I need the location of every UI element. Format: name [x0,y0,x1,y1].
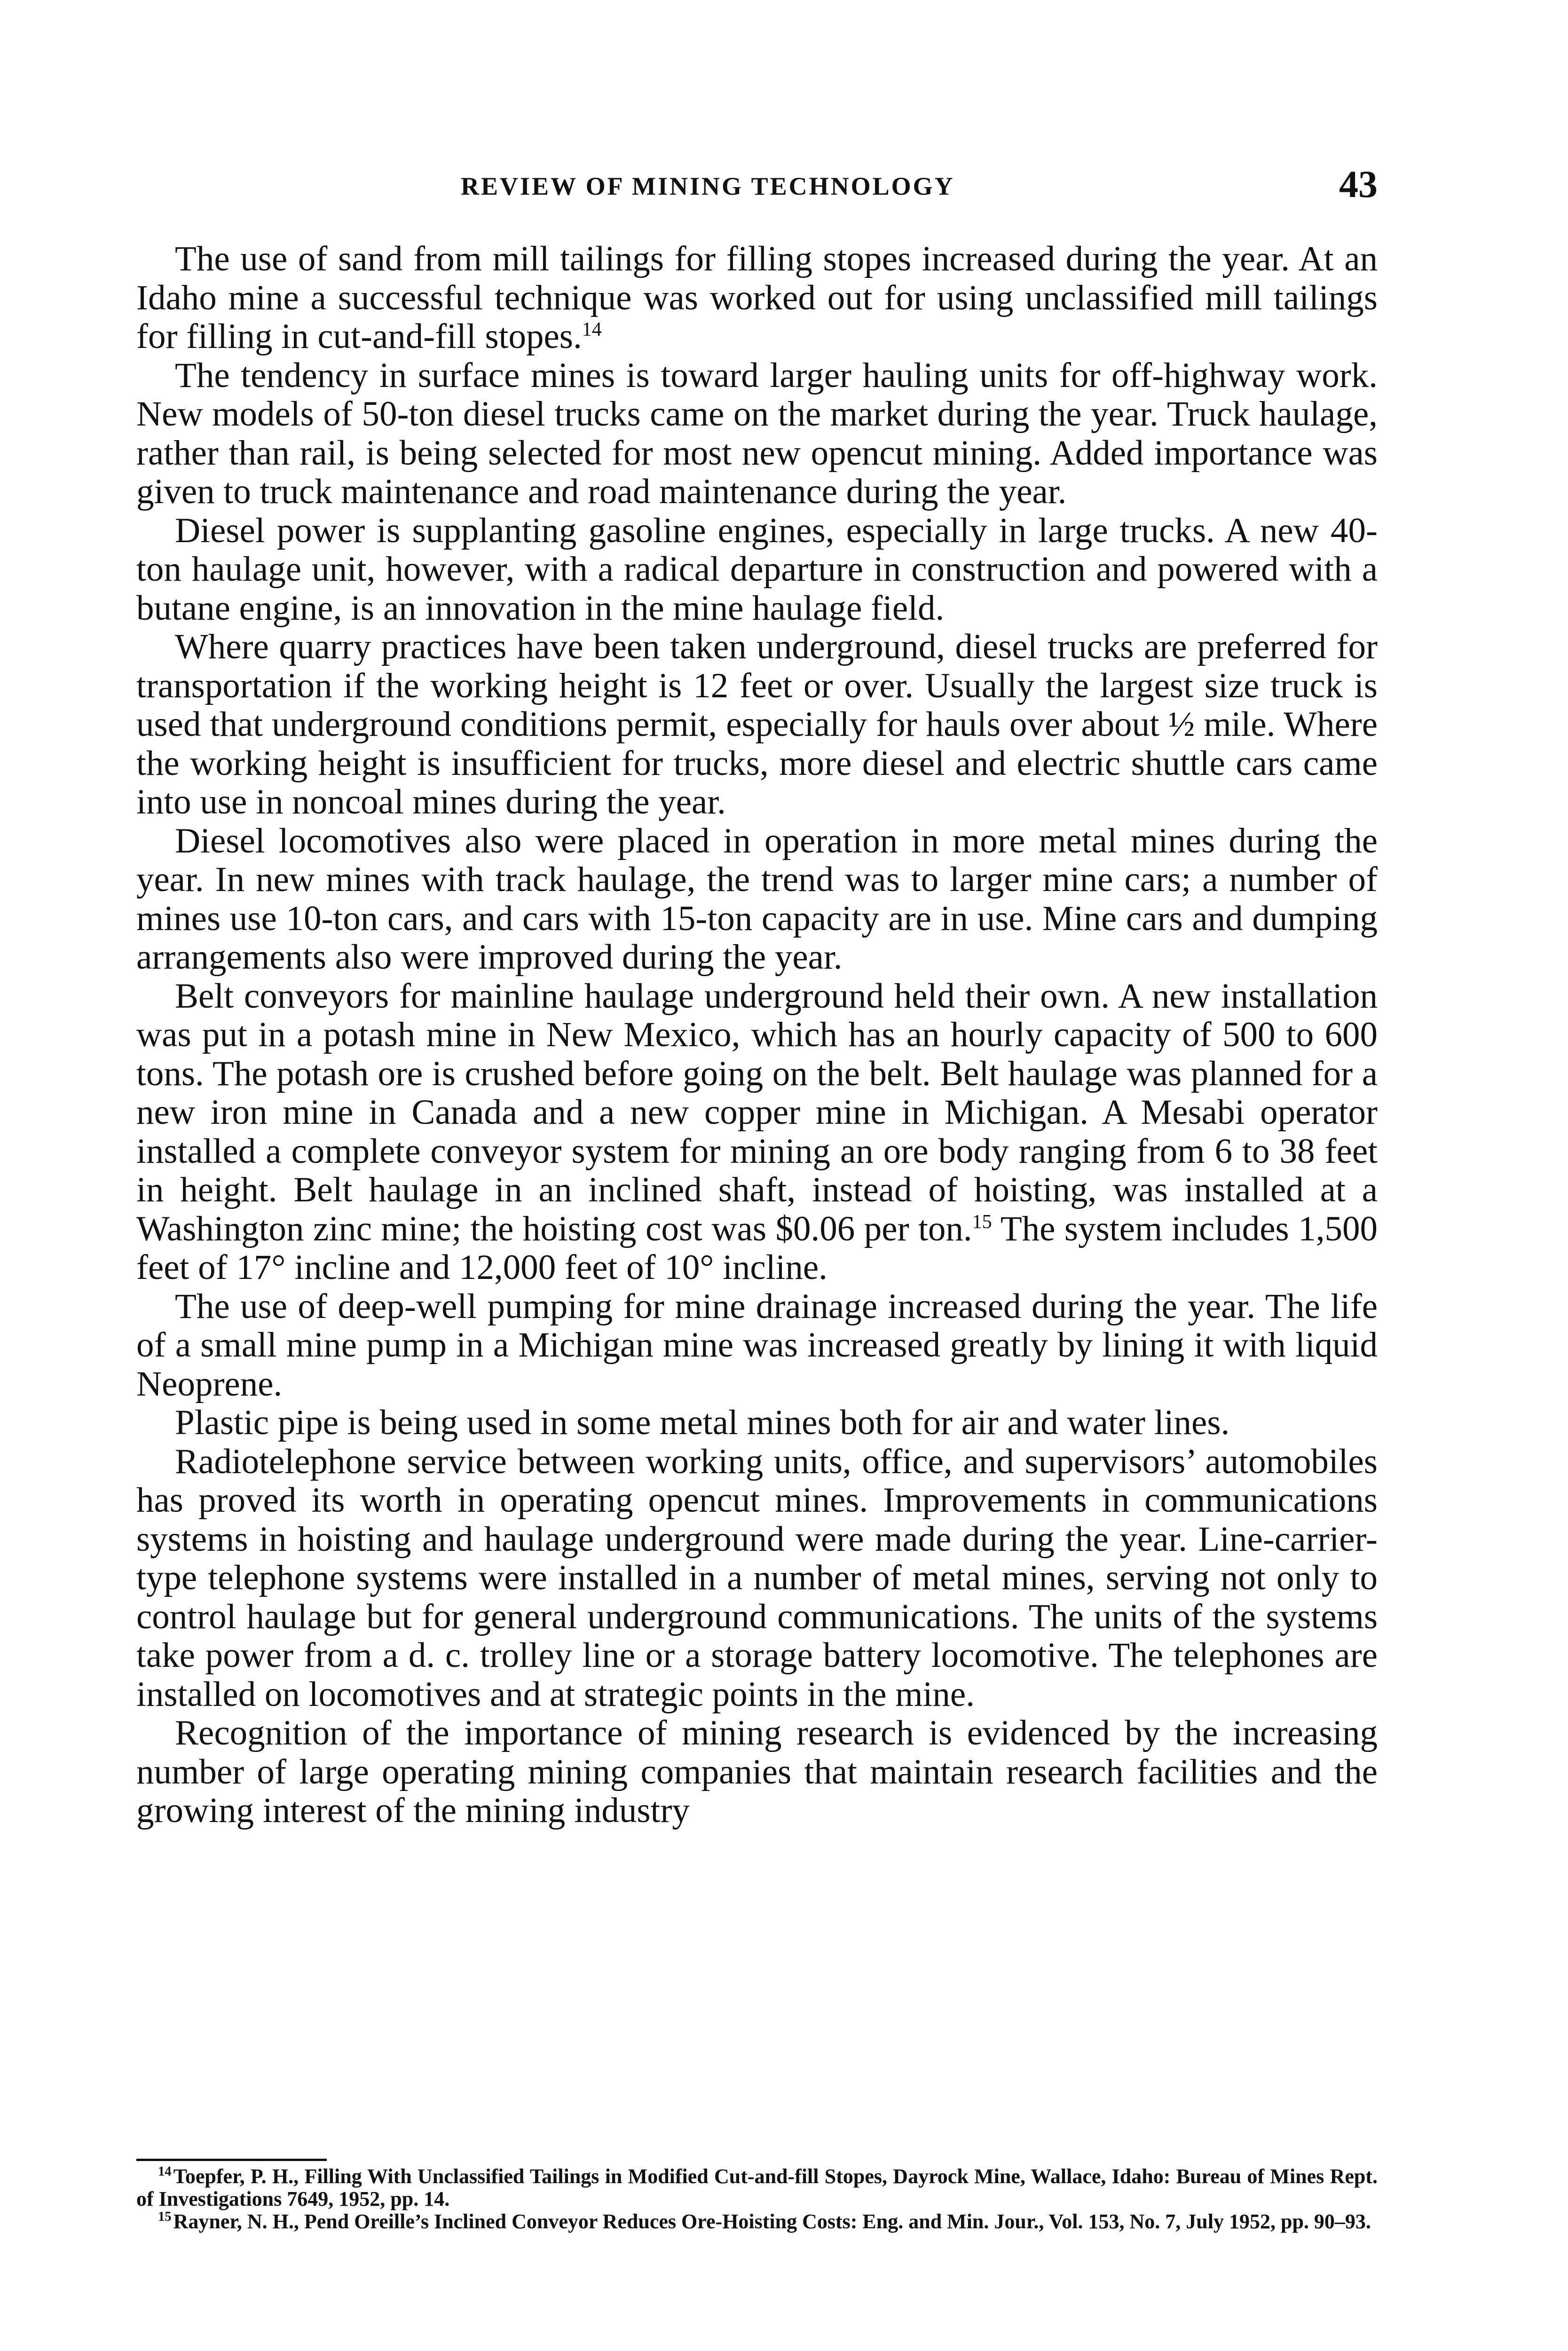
paragraph-text: The system includes 1,500 feet of 17° incline and 12,000 feet of 10° incline. [136,1209,1378,1287]
footnotes [136,2165,1378,2233]
paragraph-diesel-power [136,512,1378,628]
footnote-14 [136,2165,1378,2210]
paragraph-diesel-locomotives [136,822,1378,977]
footnote-text: Rayner, N. H., Pend Oreille’s Inclined Conveyor Reduces Ore-Hoisting Costs: Eng. and Min. Jour., Vol. 153, No. 7, July 1952, pp. 90–93. [173,2210,1371,2233]
page-number: 43 [1339,163,1378,205]
paragraph-text: The tendency in surface mines is toward larger hauling units for off-highway work. New models of 50-ton diesel trucks came on the market during the year. Truck haulage, rather than rail, is being selected for most new opencut mining. Added importance was given to truck maintenance and road maintenance during the year. [136,355,1378,511]
footnote-reference: 14 [582,319,602,340]
paragraph-underground-quarry [136,628,1378,822]
paragraph-sand-filling [136,240,1378,356]
paragraph-deep-well-pumping [136,1287,1378,1404]
paragraph-text: Where quarry practices have been taken underground, diesel trucks are preferred for transportation if the working height is 12 feet or over. Usually the largest size truck is used that underground conditions permit, especially for hauls over about ½ mile. Where the working height is insufficient for trucks, more diesel and electric shuttle cars came into use in noncoal mines during the year. [136,627,1378,821]
footnote-mark: 15 [158,2209,172,2225]
footnote-divider [136,2159,327,2161]
paragraph-text: The use of deep-well pumping for mine drainage increased during the year. The life of a small mine pump in a Michigan mine was increased greatly by lining it with liquid Neoprene. [136,1286,1378,1404]
paragraph-text: Diesel power is supplanting gasoline engines, especially in large trucks. A new 40-ton haulage unit, however, with a radical departure in construction and powered with a butane engine, is an innovation in the mine haulage field. [136,511,1378,628]
footnote-mark: 14 [158,2164,172,2179]
paragraph-mining-research [136,1714,1378,1830]
footnote-reference: 15 [972,1211,992,1233]
paragraph-plastic-pipe [136,1404,1378,1443]
body-text [136,240,1378,1830]
paragraph-belt-conveyors [136,977,1378,1287]
paragraph-text: Radiotelephone service between working units, office, and supervisors’ automobiles has proved its worth in operating opencut mines. Improvements in communications systems in hoisting and haulage underground were made during the year. Line-carrier-type telephone systems were installed in a number of metal mines, serving not only to control haulage but for general underground communications. The units of the systems take power from a d. c. trolley line or a storage battery locomotive. The telephones are installed on locomotives and at strategic points in the mine. [136,1442,1378,1714]
paragraph-text: Belt conveyors for mainline haulage underground held their own. A new installation was put in a potash mine in New Mexico, which has an hourly capacity of 500 to 600 tons. The potash ore is crushed before going on the belt. Belt haulage was planned for a new iron mine in Canada and a new copper mine in Michigan. A Mesabi operator installed a complete conveyor system for mining an ore body ranging from 6 to 38 feet in height. Belt haulage in an inclined shaft, instead of hoisting, was installed at a Washington zinc mine; the hoisting cost was $0.06 per ton. [136,976,1378,1248]
paragraph-radiotelephone [136,1443,1378,1714]
paragraph-text: Recognition of the importance of mining research is evidenced by the increasing number of large operating mining companies that maintain research facilities and the growing interest of the mining industry [136,1713,1378,1830]
paragraph-text: Plastic pipe is being used in some metal mines both for air and water lines. [175,1403,1230,1442]
footnote-text: Toepfer, P. H., Filling With Unclassified Tailings in Modified Cut-and-fill Stopes, Dayrock Mine, Wallace, Idaho: Bureau of Mines Rept. of Investigations 7649, 1952, pp. 14. [136,2165,1378,2210]
paragraph-text: The use of sand from mill tailings for filling stopes increased during the year. At an Idaho mine a successful technique was worked out for using unclassified mill tailings for filling in cut-and-fill stopes. [136,239,1378,356]
running-title: REVIEW OF MINING TECHNOLOGY [461,172,955,200]
running-header [136,163,1378,209]
paragraph-text: Diesel locomotives also were placed in operation in more metal mines during the year. In new mines with track haulage, the trend was to larger mine cars; a number of mines use 10-ton cars, and cars with 15-ton capacity are in use. Mine cars and dumping arrangements also were improved during the year. [136,821,1378,977]
paragraph-surface-haulage [136,356,1378,512]
footnote-15 [136,2210,1378,2233]
